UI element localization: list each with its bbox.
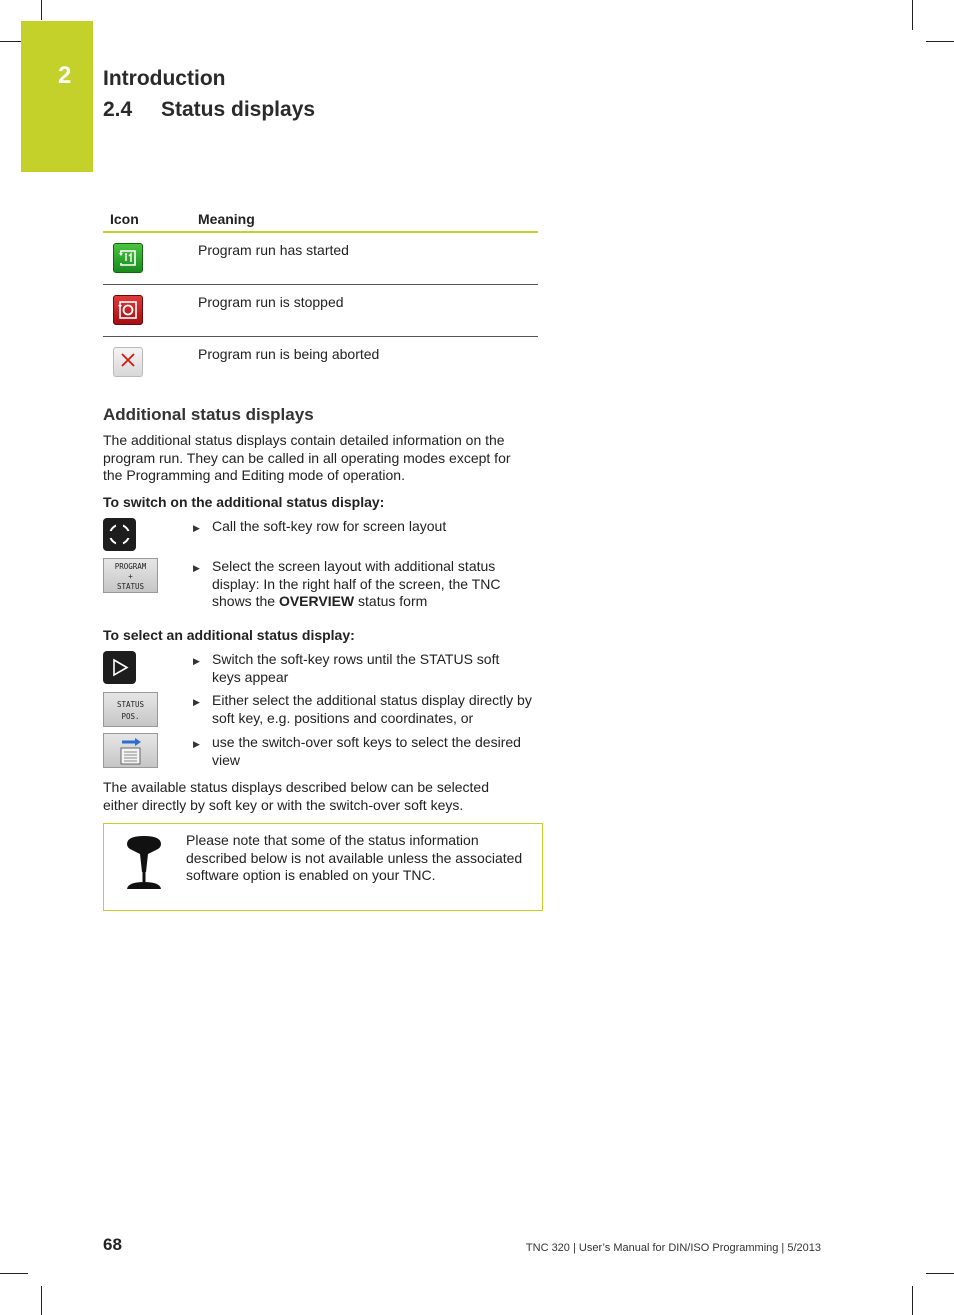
step-text: Select the screen layout with additional status display: In the right half of the screen, the TNC shows the OVERVIEW status form bbox=[212, 558, 501, 609]
step-text: use the switch-over soft keys to select the desired view bbox=[212, 734, 521, 768]
crop-mark bbox=[912, 1286, 913, 1315]
softkey-label: STATUS bbox=[116, 582, 145, 591]
step-text: Either select the additional status display directly by soft key, e.g. positions and coordinates, or bbox=[212, 692, 532, 726]
overview-term: OVERVIEW bbox=[278, 593, 355, 609]
switch-on-heading: To switch on the additional status display: bbox=[103, 494, 385, 510]
chapter-tab bbox=[21, 21, 93, 172]
bullet-arrow-icon: ▶ bbox=[193, 697, 200, 707]
step-item bbox=[193, 558, 522, 611]
step-text: Switch the soft-key rows until the STATUS soft keys appear bbox=[212, 651, 500, 685]
crop-mark bbox=[912, 0, 913, 30]
softkey-label: PROGRAM bbox=[114, 562, 147, 571]
table-row bbox=[103, 285, 538, 337]
next-softkey-row-key[interactable] bbox=[103, 651, 136, 684]
program-status-softkey[interactable] bbox=[103, 558, 158, 593]
program-run-started-icon bbox=[113, 243, 143, 273]
note-box bbox=[103, 823, 543, 911]
intro-paragraph: The additional status displays contain detailed information on the program run. They can be called in all operating modes except for the Programming and Editing mode of operation. bbox=[103, 432, 511, 484]
crop-mark bbox=[0, 1273, 28, 1274]
table-row bbox=[103, 233, 538, 285]
table-row bbox=[103, 337, 538, 388]
status-pos-softkey[interactable] bbox=[103, 692, 158, 727]
bullet-arrow-icon: ▶ bbox=[193, 656, 200, 666]
crop-mark bbox=[41, 0, 42, 20]
step-item bbox=[193, 651, 532, 686]
crop-mark bbox=[41, 1286, 42, 1315]
crop-mark bbox=[0, 41, 21, 42]
step-item bbox=[193, 734, 542, 769]
icon-table bbox=[103, 206, 538, 388]
chapter-number: 2 bbox=[58, 62, 72, 89]
program-run-aborted-icon bbox=[113, 347, 143, 377]
switch-over-softkey[interactable] bbox=[103, 733, 158, 768]
screen-layout-key[interactable] bbox=[103, 518, 136, 551]
bullet-arrow-icon: ▶ bbox=[193, 563, 200, 573]
step-text: Call the soft-key row for screen layout bbox=[212, 518, 447, 534]
page-number: 68 bbox=[103, 1235, 122, 1254]
crop-mark bbox=[926, 1273, 954, 1274]
step-item bbox=[193, 518, 542, 536]
meaning-text: Program run is being aborted bbox=[198, 346, 380, 362]
bullet-arrow-icon: ▶ bbox=[193, 523, 200, 533]
section-title-text: Status displays bbox=[161, 98, 316, 121]
note-pin-icon bbox=[122, 834, 166, 892]
meaning-text: Program run is stopped bbox=[198, 294, 344, 310]
footer-text: TNC 320 | User’s Manual for DIN/ISO Programming | 5/2013 bbox=[525, 1242, 821, 1254]
chapter-title: Introduction bbox=[103, 67, 226, 90]
crop-mark bbox=[926, 41, 954, 42]
step-item bbox=[193, 692, 542, 727]
meaning-text: Program run has started bbox=[198, 242, 349, 258]
note-text: Please note that some of the status information described below is not available unless the associated software option is enabled on your TNC. bbox=[186, 832, 523, 884]
section-number: 2.4 bbox=[103, 98, 133, 121]
softkey-label: STATUS bbox=[116, 700, 145, 709]
program-run-stopped-icon bbox=[113, 295, 143, 325]
screen-layout-icon bbox=[103, 518, 136, 551]
softkey-label: POS. bbox=[121, 712, 140, 721]
softkey-label: + bbox=[128, 572, 133, 581]
column-header-meaning: Meaning bbox=[198, 211, 255, 227]
select-heading: To select an additional status display: bbox=[103, 627, 355, 643]
available-paragraph: The available status displays described below can be selected either directly by soft key or with the switch-over soft keys. bbox=[103, 779, 490, 813]
bullet-arrow-icon: ▶ bbox=[193, 739, 200, 749]
table-header bbox=[103, 206, 538, 233]
section-title bbox=[103, 98, 315, 122]
column-header-icon: Icon bbox=[110, 211, 139, 227]
subsection-heading: Additional status displays bbox=[103, 405, 314, 424]
switch-over-icon bbox=[104, 734, 157, 767]
next-arrow-icon bbox=[103, 651, 136, 684]
